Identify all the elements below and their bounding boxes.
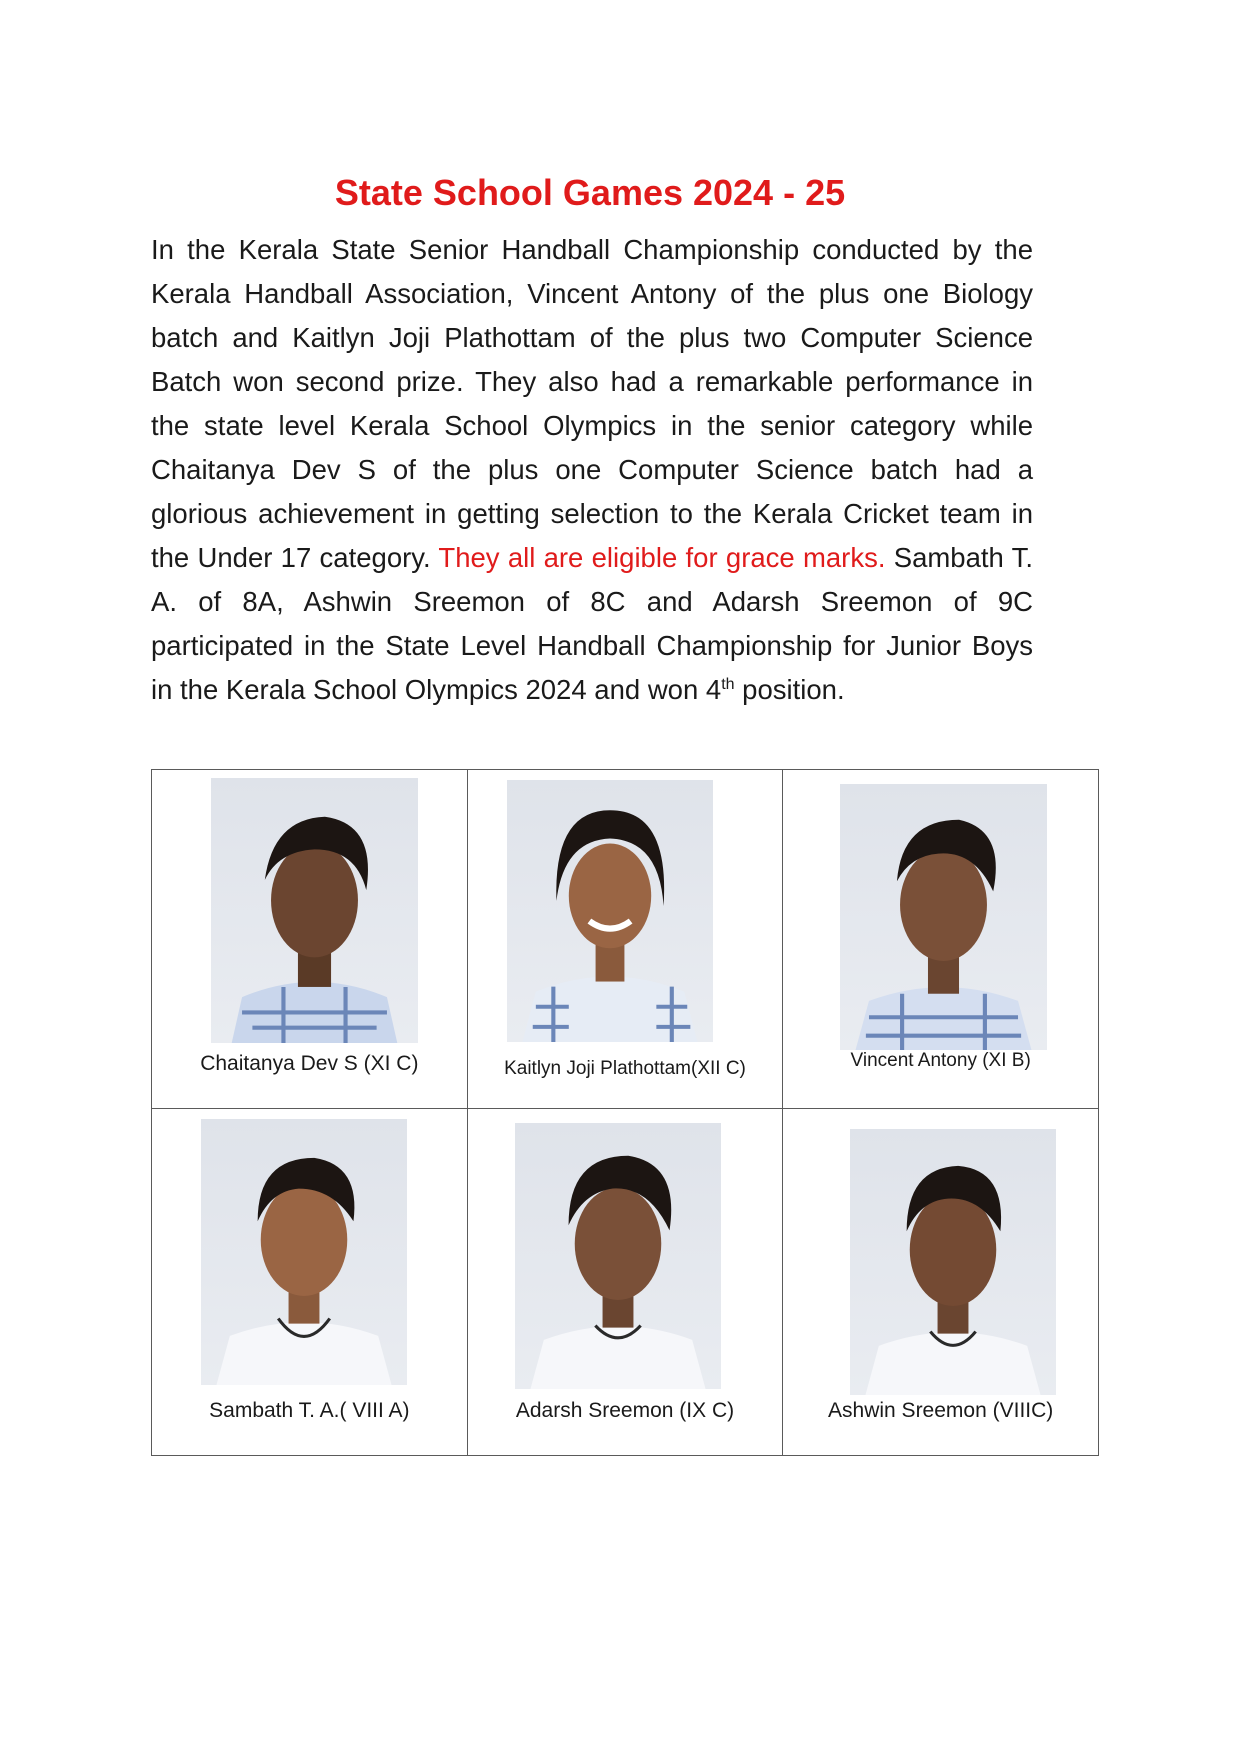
ordinal-superscript: th bbox=[721, 675, 735, 693]
grace-marks-highlight: They all are eligible for grace marks. bbox=[438, 542, 886, 573]
student-caption: Adarsh Sreemon (IX C) bbox=[515, 1399, 735, 1422]
paragraph-text-3: position. bbox=[734, 674, 845, 705]
student-caption: Sambath T. A.( VIII A) bbox=[209, 1399, 410, 1422]
student-photo-sambath bbox=[201, 1119, 407, 1385]
student-caption: Chaitanya Dev S (XI C) bbox=[200, 1052, 419, 1075]
student-caption: Vincent Antony (XI B) bbox=[850, 1050, 1031, 1071]
student-cell bbox=[783, 770, 1099, 1109]
student-cell bbox=[467, 1109, 783, 1456]
student-caption: Ashwin Sreemon (VIIIC) bbox=[828, 1399, 1054, 1422]
article-paragraph bbox=[151, 228, 1033, 712]
student-caption: Kaitlyn Joji Plathottam(XII C) bbox=[504, 1058, 746, 1079]
page-title: State School Games 2024 - 25 bbox=[334, 172, 846, 213]
student-photo-grid bbox=[151, 769, 1099, 1456]
student-photo-kaitlyn bbox=[507, 780, 713, 1042]
student-photo-vincent bbox=[840, 784, 1047, 1050]
paragraph-text-1: In the Kerala State Senior Handball Championship conducted by the Kerala Handball Association, Vincent Antony of the plus one Biology batch and Kaitlyn Joji Plathottam of the plus two Computer Science Batch won second prize. They also had a remarkable performance in the state level Kerala School Olympics in the senior category while Chaitanya Dev S of the plus one Computer Science batch had a glorious achievement in getting selection to the Kerala Cricket team in the Under 17 category. bbox=[151, 234, 1033, 573]
student-photo-adarsh bbox=[515, 1123, 721, 1389]
student-cell bbox=[467, 770, 783, 1109]
student-cell bbox=[152, 1109, 468, 1456]
student-cell bbox=[783, 1109, 1099, 1456]
student-cell bbox=[152, 770, 468, 1109]
student-photo-ashwin bbox=[850, 1129, 1056, 1395]
paragraph-text-2: Sambath T. A. of 8A, Ashwin Sreemon of 8C and Adarsh Sreemon of 9C participated in the State Level Handball Championship for Junior Boys in the Kerala School Olympics 2024 and won 4 bbox=[151, 542, 1033, 705]
student-photo-chaitanya bbox=[211, 778, 418, 1043]
